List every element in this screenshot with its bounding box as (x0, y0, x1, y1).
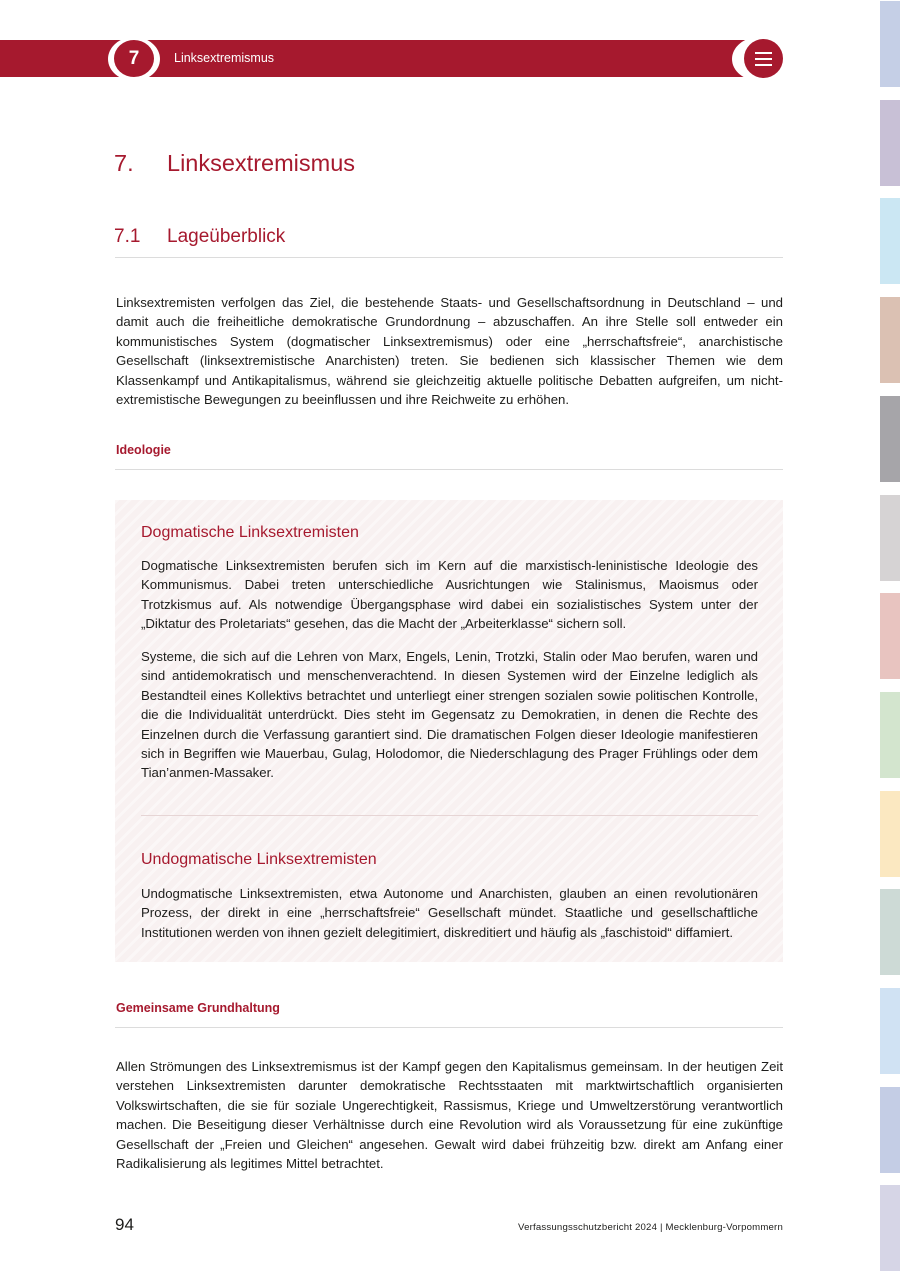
sidebar-chapter-tab[interactable] (880, 593, 900, 679)
sidebar-chapter-tab[interactable] (880, 297, 900, 383)
divider (115, 1027, 783, 1028)
hamburger-icon-line (755, 58, 772, 60)
page-number: 94 (115, 1215, 134, 1234)
footer-publication: Verfassungsschutzbericht 2024 | Mecklenburg-Vorpommern (518, 1222, 783, 1233)
grundhaltung-paragraph: Allen Strömungen des Linksextremismus ist der Kampf gegen den Kapitalismus gemeinsam. In der heutigen Zeit verstehen Linksextremisten darunter demokratische Rechtsstaaten mit marktwirtschaftlich organisierten Volkswirtschaften, die sie für soziale Ungerechtigkeit, Rassismus, Kriege und Umweltzerstörung verantwortlich machen. Die Beseitigung dieser Verhältnisse durch eine Revolution wird als Voraussetzung für eine zukünftige Gesellschaft der „Freien und Gleichen“ angesehen. Gewalt wird dabei frühzeitig bzw. direkt am Anfang einer Radikalisierung als legitimes Mittel betrachtet. (116, 1059, 783, 1172)
sidebar-chapter-tab[interactable] (880, 889, 900, 975)
header-chapter-title: Linksextremismus (174, 51, 275, 65)
info-box-paragraph: Undogmatische Linksextremisten, etwa Autonome und Anarchisten, glauben an einen revolutionären Prozess, der direkt in eine „herrschaftsfreie“ Gesellschaft mündet. Staatliche und gesellschaftliche Institutionen werden von ihnen gezielt delegitimiert, diskreditiert und häufig als „faschistoid“ diffamiert. (141, 886, 758, 940)
section-heading-text: Lageüberblick (167, 226, 286, 247)
sidebar-chapter-tab[interactable] (880, 495, 900, 581)
info-box-paragraph: Systeme, die sich auf die Lehren von Marx, Engels, Lenin, Trotzki, Stalin oder Mao berufen, waren und sind antidemokratisch und menschenverachtend. In diesen Systemen wird der Einzelne lediglich als Bestandteil eines Kollektivs betrachtet und unterliegt einer strengen sozialen sowie politischen Kontrolle, die die Individualität unterdrückt. Dies steht im Gegensatz zu Demokratien, in denen die Rechte des Einzelnen durch die Verfassung garantiert sind. Die dramatischen Folgen dieser Ideologie manifestieren sich in Begriffen wie Mauerbau, Gulag, Holodomor, die Niederschlagung des Prager Frühlings oder dem Tian’anmen-Massaker. (141, 649, 758, 781)
hamburger-icon-line (755, 52, 772, 54)
intro-paragraph: Linksextremisten verfolgen das Ziel, die bestehende Staats- und Gesellschaftsordnung in Deutschland – und damit auch die freiheitliche demokratische Grundordnung – abzuschaffen. An ihre Stelle soll entweder ein kommunistisches System (dogmatischer Linksextremismus) oder eine „herrschaftsfreie“, anarchistische Gesellschaft (linksextremistische Anarchisten) treten. Sie bedienen sich klassischer Themen wie dem Klassenkampf und Antikapitalismus, während sie gleichzeitig aktuelle politische Debatten aufgreifen, um nicht-extremistische Bewegungen zu beeinflussen und ihre Reichweite zu erhöhen. (116, 295, 783, 408)
sidebar-chapter-tab[interactable] (880, 988, 900, 1074)
chapter-number-badge: 7 (114, 40, 154, 77)
sidebar-chapter-tab[interactable] (880, 100, 900, 186)
hamburger-icon-line (755, 64, 772, 66)
page-title (114, 150, 355, 177)
info-box-paragraph: Dogmatische Linksextremisten berufen sich im Kern auf die marxistisch-leninistische Ideologie des Kommunismus. Dabei treten unterschiedliche Ausrichtungen wie Stalinismus, Maoismus oder Trotzkismus auf. Als notwendige Übergangsphase wird dabei ein sozialistisches System unter der „Diktatur des Proletariats“ gesehen, das die Macht der „Arbeiterklasse“ sichern soll. (141, 558, 758, 632)
sidebar-chapter-tab[interactable] (880, 198, 900, 284)
info-box-divider (141, 815, 758, 816)
sidebar-chapter-tab[interactable] (880, 1185, 900, 1271)
page-title-text: Linksextremismus (167, 150, 356, 176)
sidebar-chapter-tab[interactable] (880, 1, 900, 87)
divider (115, 469, 783, 470)
info-box-title-dogmatic: Dogmatische Linksextremisten (141, 524, 359, 541)
menu-button[interactable] (744, 39, 783, 78)
sidebar-chapter-tab[interactable] (880, 1087, 900, 1173)
subheading-ideologie: Ideologie (116, 443, 171, 457)
divider (115, 257, 783, 258)
page-title-number: 7. (114, 150, 134, 176)
section-heading-number: 7.1 (114, 226, 141, 247)
sidebar-chapter-tab[interactable] (880, 692, 900, 778)
sidebar-chapter-tab[interactable] (880, 791, 900, 877)
sidebar-chapter-tab[interactable] (880, 396, 900, 482)
subheading-grundhaltung: Gemeinsame Grundhaltung (116, 1001, 280, 1015)
section-heading (114, 226, 285, 248)
info-box-title-undogmatic: Undogmatische Linksextremisten (141, 851, 377, 868)
chapter-navigation-tabs (880, 0, 900, 1272)
